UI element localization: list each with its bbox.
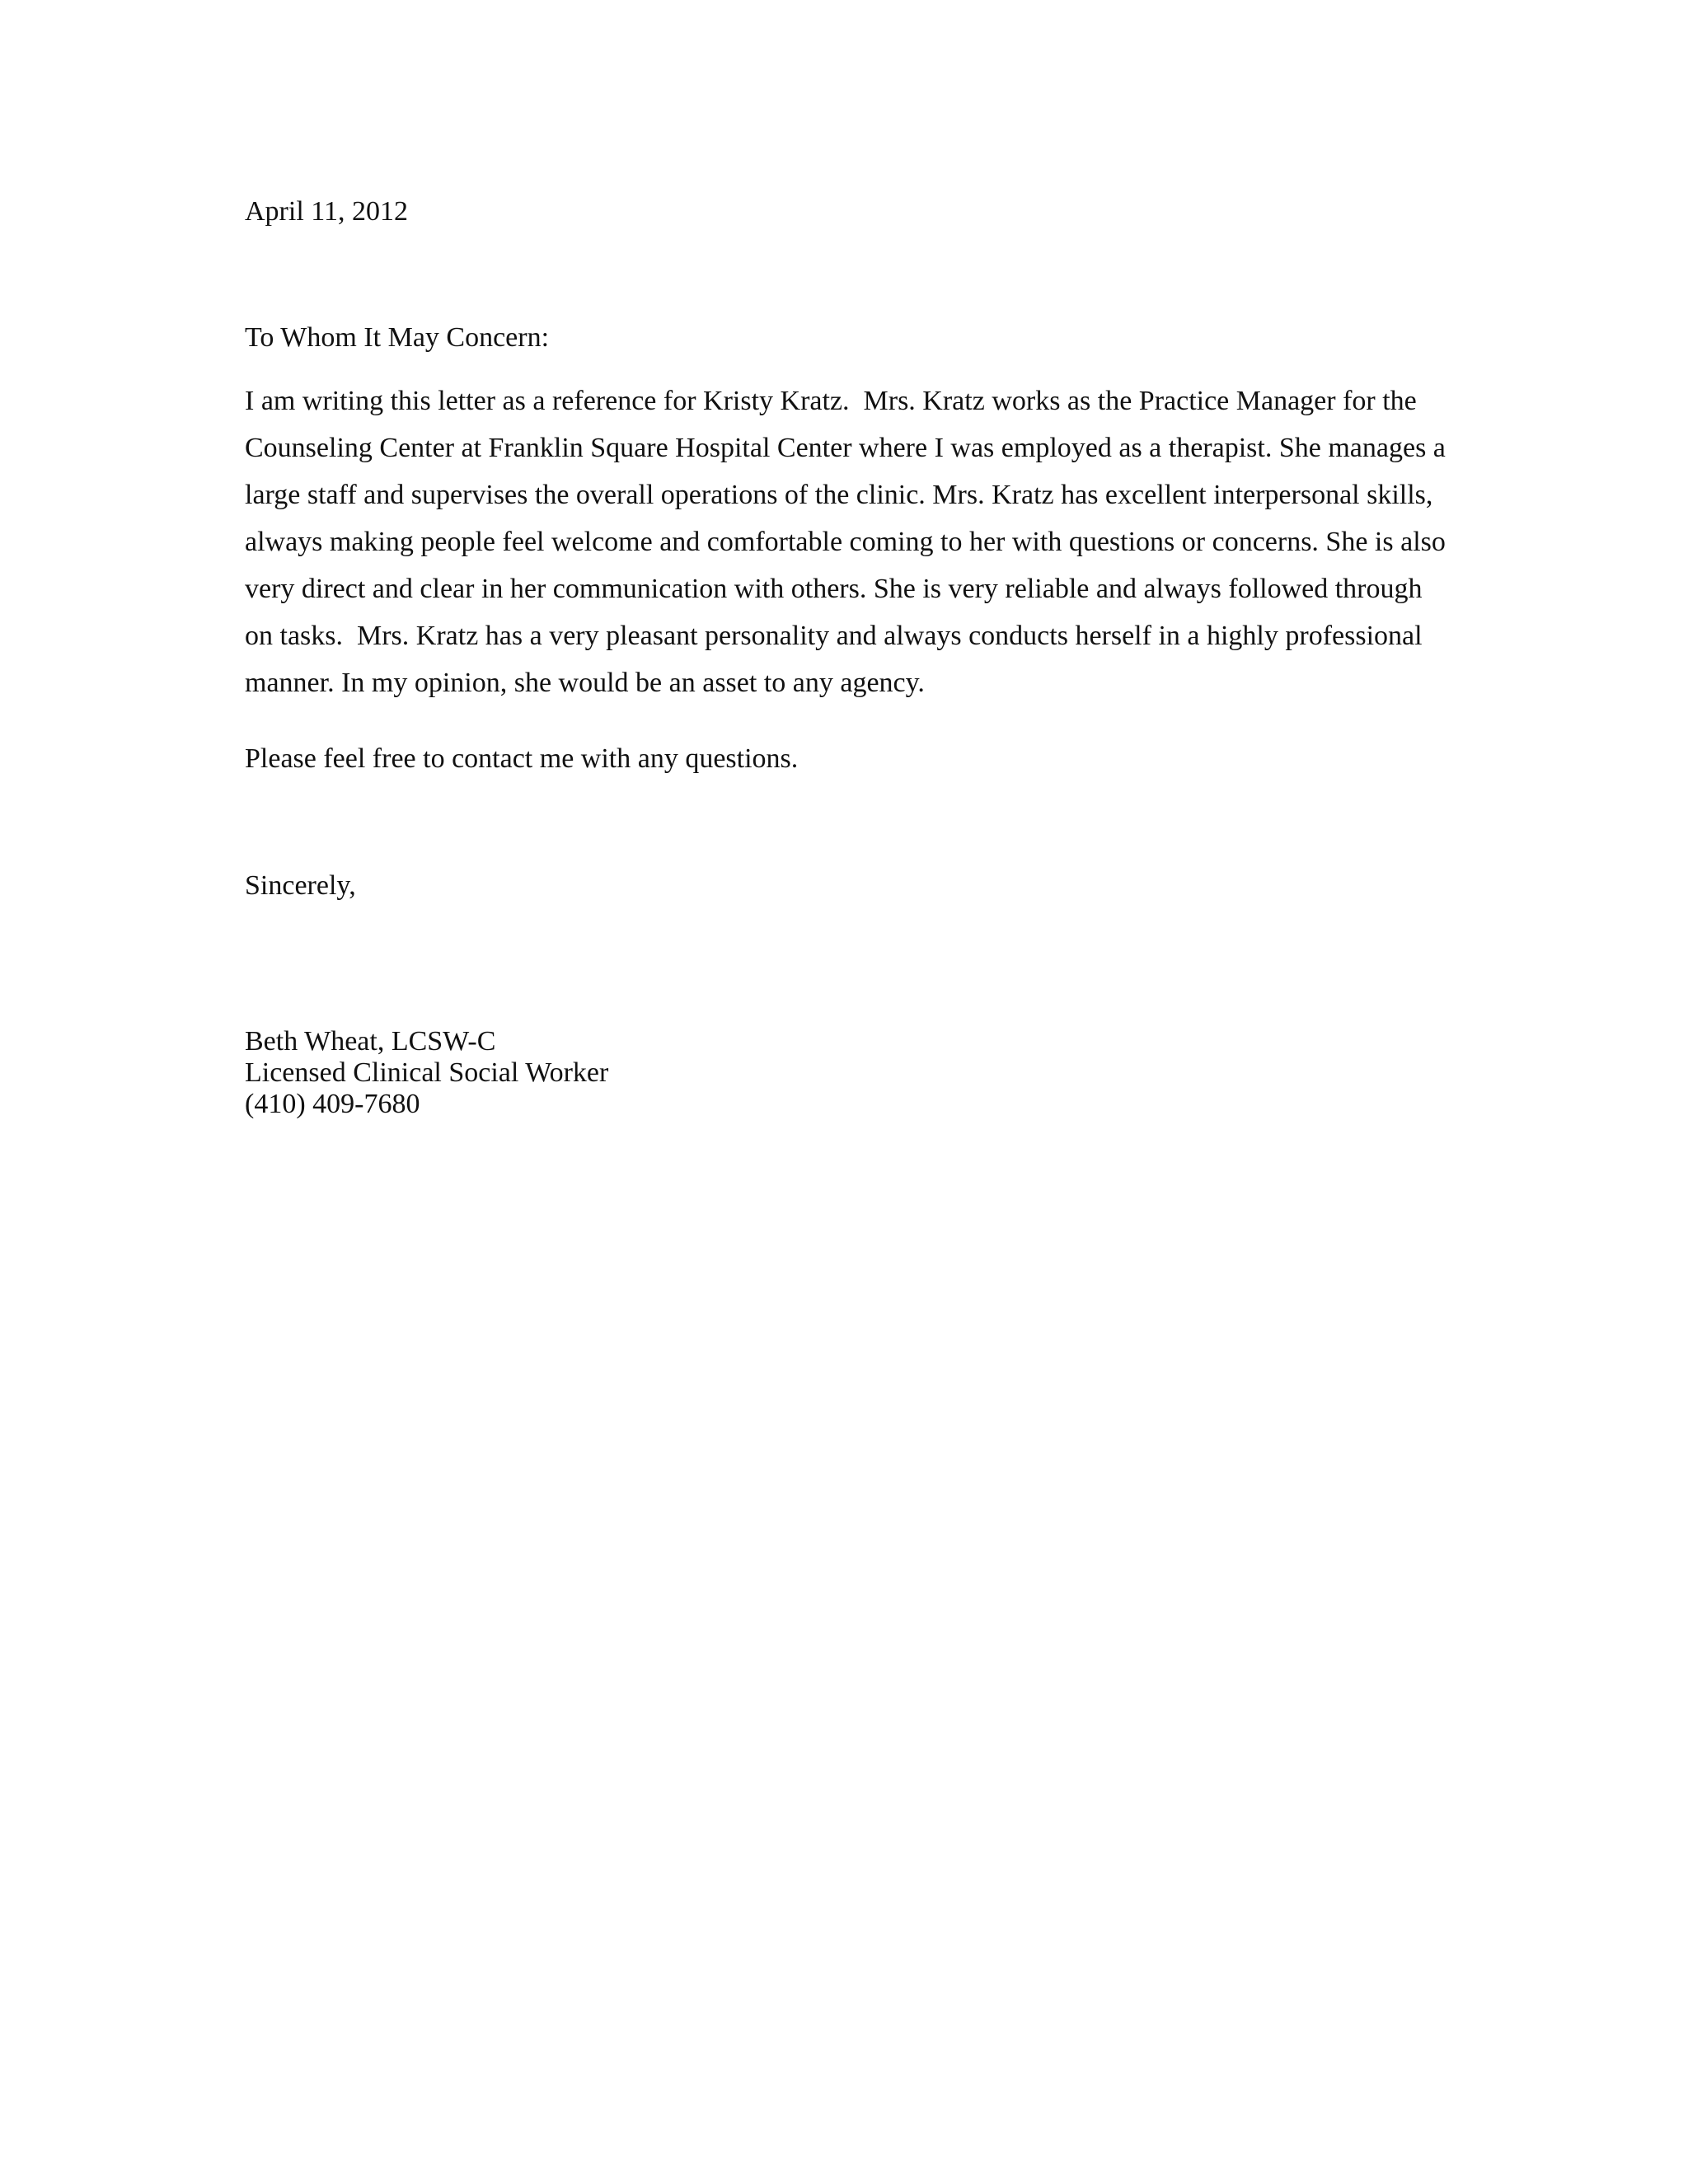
- body-line: on tasks. Mrs. Kratz has a very pleasant personality and always conducts herself in a highly professional: [245, 621, 1423, 651]
- signature-name: Beth Wheat, LCSW-C: [245, 1026, 496, 1057]
- body-line: large staff and supervises the overall operations of the clinic. Mrs. Kratz has excellent interpersonal skills,: [245, 480, 1433, 510]
- body-line: Counseling Center at Franklin Square Hospital Center where I was employed as a therapist. She manages a: [245, 433, 1446, 463]
- salutation: To Whom It May Concern:: [245, 322, 550, 353]
- closing-paragraph: Please feel free to contact me with any questions.: [245, 743, 799, 774]
- signature-phone: (410) 409-7680: [245, 1089, 420, 1119]
- signature-title: Licensed Clinical Social Worker: [245, 1057, 609, 1088]
- signoff: Sincerely,: [245, 870, 356, 901]
- body-line: I am writing this letter as a reference for Kristy Kratz. Mrs. Kratz works as the Practice Manager for the: [245, 386, 1417, 416]
- letter-date: April 11, 2012: [245, 196, 409, 227]
- body-line: very direct and clear in her communication with others. She is very reliable and always followed through: [245, 574, 1423, 604]
- body-line: manner. In my opinion, she would be an asset to any agency.: [245, 668, 925, 698]
- body-line: always making people feel welcome and comfortable coming to her with questions or concerns. She is also: [245, 527, 1446, 557]
